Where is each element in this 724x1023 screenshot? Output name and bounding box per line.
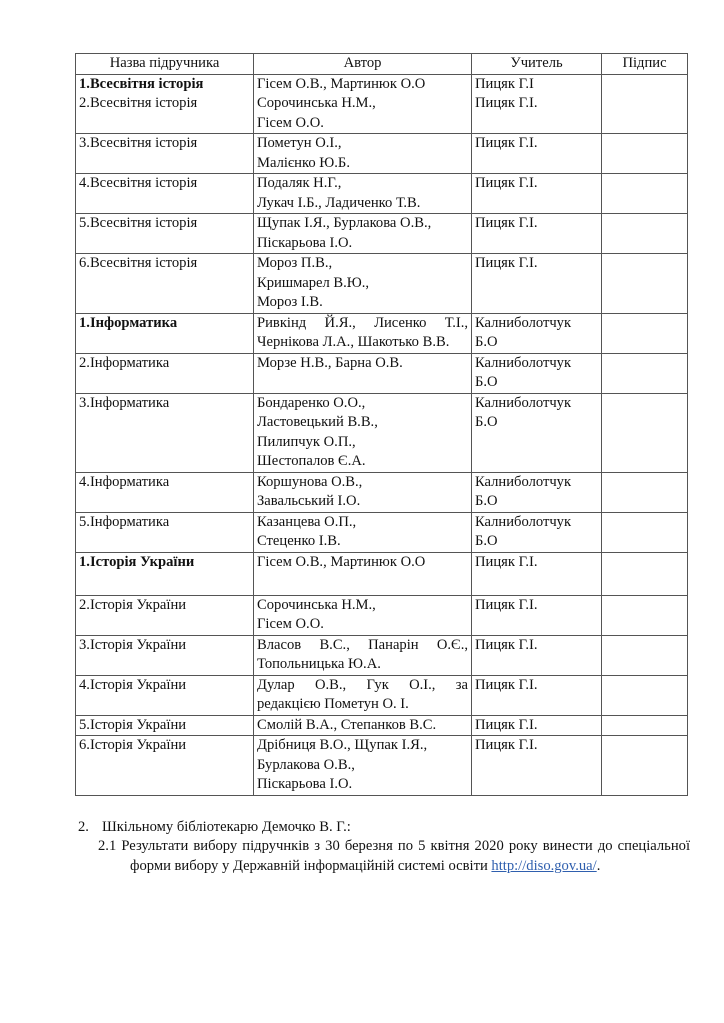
cell-title	[76, 254, 254, 314]
author-line: Завальський І.О.	[257, 493, 361, 509]
teacher-line: Калниболотчук	[475, 314, 572, 331]
cell-teacher	[472, 715, 602, 736]
header-author: Автор	[254, 54, 472, 75]
table-row	[76, 254, 688, 314]
cell-teacher	[472, 552, 602, 595]
author-line: Кришмарел В.Ю.,	[257, 274, 370, 291]
cell-teacher	[472, 595, 602, 635]
teacher-line: Б.О	[475, 493, 498, 509]
header-teacher: Учитель	[472, 54, 602, 75]
title-line: 2.Інформатика	[79, 354, 170, 371]
cell-author	[254, 214, 472, 254]
author-line: Шестопалов Є.А.	[257, 453, 366, 469]
cell-signature	[602, 635, 688, 675]
cell-signature	[602, 736, 688, 796]
cell-signature	[602, 675, 688, 715]
cell-author	[254, 472, 472, 512]
teacher-line: Пицяк Г.І.	[475, 215, 538, 231]
cell-title	[76, 715, 254, 736]
author-line: Гісем О.О.	[257, 114, 324, 131]
cell-author: Ривкінд Й.Я., Лисенко Т.І., Чернікова Л.А., Шакотько В.В.	[254, 313, 472, 353]
item-number: 2.1	[98, 838, 117, 854]
teacher-line: Б.О	[475, 334, 498, 350]
cell-teacher	[472, 214, 602, 254]
teacher-line: Пицяк Г.І	[475, 75, 534, 92]
title-line: 6.Всесвітня історія	[79, 255, 198, 271]
cell-title	[76, 635, 254, 675]
teacher-line: Пицяк Г.І.	[475, 175, 538, 191]
cell-author: Дулар О.В., Гук О.І., за редакцією Пометун О. І.	[254, 675, 472, 715]
table-row	[76, 174, 688, 214]
author-line: Щупак І.Я., Бурлакова О.В.,	[257, 215, 432, 231]
cell-teacher	[472, 353, 602, 393]
author-line: Піскарьова І.О.	[257, 234, 353, 251]
title-line: 4.Всесвітня історія	[79, 175, 198, 191]
cell-author	[254, 512, 472, 552]
cell-author	[254, 74, 472, 134]
table-row	[76, 472, 688, 512]
textbook-selection-table	[75, 53, 688, 796]
teacher-line: Пицяк Г.І.	[475, 255, 538, 271]
cell-author	[254, 552, 472, 595]
cell-signature	[602, 472, 688, 512]
title-line: 5.Інформатика	[79, 513, 170, 530]
section-2	[78, 818, 690, 877]
table-row	[76, 393, 688, 472]
cell-signature	[602, 393, 688, 472]
teacher-line: Калниболотчук	[475, 394, 572, 411]
cell-author	[254, 393, 472, 472]
cell-signature	[602, 715, 688, 736]
cell-teacher	[472, 254, 602, 314]
author-line: Казанцева О.П.,	[257, 513, 357, 530]
cell-teacher	[472, 393, 602, 472]
cell-signature	[602, 174, 688, 214]
cell-title	[76, 134, 254, 174]
author-line: Бондаренко О.О.,	[257, 394, 366, 411]
title-line: 1.Історія України	[79, 553, 195, 570]
cell-title	[76, 393, 254, 472]
table-row	[76, 214, 688, 254]
cell-title	[76, 675, 254, 715]
section-2-1-item	[78, 837, 690, 876]
cell-title	[76, 313, 254, 353]
table-row	[76, 595, 688, 635]
cell-author	[254, 254, 472, 314]
title-line: 3.Всесвітня історія	[79, 135, 198, 151]
author-line: Сорочинська Н.М.,	[257, 596, 376, 613]
cell-signature	[602, 134, 688, 174]
table-row	[76, 313, 688, 353]
teacher-line: Калниболотчук	[475, 473, 572, 490]
diso-link[interactable]: http://diso.gov.ua/	[491, 857, 597, 874]
item-text: Результати вибору підручнків з 30 березня по 5 квітня 2020 року винести до спеціальної форми вибору у Державній інформаційній системі освіти	[121, 838, 690, 874]
cell-teacher	[472, 635, 602, 675]
cell-author	[254, 353, 472, 393]
cell-signature	[602, 552, 688, 595]
teacher-line: Пицяк Г.І.	[475, 636, 538, 653]
cell-title	[76, 595, 254, 635]
teacher-line: Б.О	[475, 533, 498, 549]
teacher-line: Пицяк Г.І.	[475, 716, 538, 733]
author-line: Коршунова О.В.,	[257, 473, 363, 490]
cell-teacher	[472, 675, 602, 715]
cell-author	[254, 134, 472, 174]
cell-signature	[602, 595, 688, 635]
author-line: Лукач І.Б., Ладиченко Т.В.	[257, 194, 421, 211]
title-line: 5.Всесвітня історія	[79, 215, 198, 231]
cell-title	[76, 214, 254, 254]
cell-signature	[602, 353, 688, 393]
cell-teacher	[472, 512, 602, 552]
section-2-heading-text: Шкільному бібліотекарю Демочко В. Г.:	[102, 818, 351, 835]
table-row	[76, 353, 688, 393]
table-row	[76, 736, 688, 796]
cell-author: Власов В.С., Панарін О.Є., Топольницька Ю.А.	[254, 635, 472, 675]
table-row	[76, 512, 688, 552]
table-row	[76, 715, 688, 736]
title-line: 2.Всесвітня історія	[79, 95, 198, 111]
teacher-line: Пицяк Г.І.	[475, 95, 538, 111]
cell-title	[76, 552, 254, 595]
author-line: Гісем О.В., Мартинюк О.О	[257, 553, 426, 570]
section-2-number: 2.	[78, 818, 89, 835]
table-row	[76, 74, 688, 134]
cell-teacher	[472, 313, 602, 353]
author-line: Морзе Н.В., Барна О.В.	[257, 354, 403, 371]
author-line: Гісем О.В., Мартинюк О.О	[257, 75, 426, 92]
author-line: Гісем О.О.	[257, 616, 324, 632]
cell-signature	[602, 74, 688, 134]
cell-teacher	[472, 134, 602, 174]
title-line: 1.Всесвітня історія	[79, 75, 204, 92]
cell-title	[76, 174, 254, 214]
cell-title	[76, 736, 254, 796]
author-line: Сорочинська Н.М.,	[257, 95, 376, 111]
author-line: Пилипчук О.П.,	[257, 433, 356, 450]
header-signature: Підпис	[602, 54, 688, 75]
cell-teacher	[472, 174, 602, 214]
cell-title	[76, 74, 254, 134]
author-line: Мороз І.В.	[257, 294, 323, 310]
cell-teacher	[472, 472, 602, 512]
teacher-line: Пицяк Г.І.	[475, 676, 538, 693]
teacher-line: Пицяк Г.І.	[475, 135, 538, 151]
cell-author: Смолій В.А., Степанков В.С.	[254, 715, 472, 736]
author-line: Піскарьова І.О.	[257, 776, 353, 792]
cell-teacher	[472, 736, 602, 796]
table-row	[76, 552, 688, 595]
title-line: 2.Історія України	[79, 596, 187, 613]
author-line: Мороз П.В.,	[257, 255, 333, 271]
cell-signature	[602, 254, 688, 314]
cell-title	[76, 512, 254, 552]
table-row	[76, 635, 688, 675]
title-line: 4.Історія України	[79, 676, 187, 693]
author-line: Ластовецький В.В.,	[257, 414, 378, 430]
title-line: 3.Інформатика	[79, 394, 170, 411]
title-line: 6.Історія України	[79, 737, 187, 753]
teacher-line: Пицяк Г.І.	[475, 553, 538, 570]
teacher-line: Пицяк Г.І.	[475, 596, 538, 613]
author-line: Бурлакова О.В.,	[257, 756, 355, 773]
author-line: Дрібниця В.О., Щупак І.Я.,	[257, 737, 428, 753]
table-row	[76, 675, 688, 715]
section-2-heading	[78, 818, 690, 838]
teacher-line: Пицяк Г.І.	[475, 737, 538, 753]
cell-title	[76, 353, 254, 393]
author-line: Стеценко І.В.	[257, 533, 341, 549]
table-header-row	[76, 54, 688, 75]
title-line: 1.Інформатика	[79, 314, 178, 331]
title-line: 5.Історія України	[79, 716, 187, 733]
teacher-line: Б.О	[475, 414, 498, 430]
title-line: 3.Історія України	[79, 636, 187, 653]
author-line: Подаляк Н.Г.,	[257, 175, 342, 191]
title-line: 4.Інформатика	[79, 473, 170, 490]
cell-author	[254, 736, 472, 796]
cell-teacher	[472, 74, 602, 134]
item-trailing: .	[596, 857, 601, 874]
table-row	[76, 134, 688, 174]
cell-author	[254, 174, 472, 214]
cell-title	[76, 472, 254, 512]
teacher-line: Калниболотчук	[475, 513, 572, 530]
cell-signature	[602, 313, 688, 353]
teacher-line: Б.О	[475, 374, 498, 390]
cell-signature	[602, 214, 688, 254]
cell-signature	[602, 512, 688, 552]
cell-author	[254, 595, 472, 635]
teacher-line: Калниболотчук	[475, 354, 572, 371]
author-line: Малієнко Ю.Б.	[257, 154, 350, 171]
author-line: Пометун О.І.,	[257, 135, 342, 151]
header-title: Назва підручника	[76, 54, 254, 75]
